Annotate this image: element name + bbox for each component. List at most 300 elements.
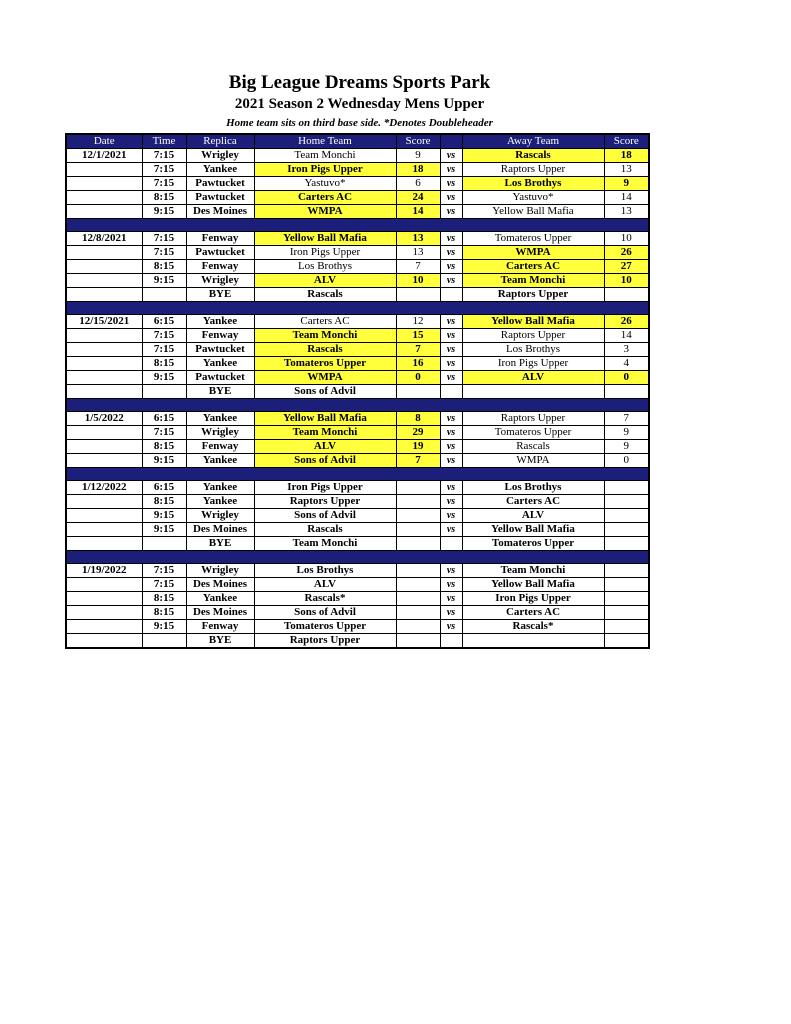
vs-cell: vs: [440, 205, 462, 219]
date-cell: [66, 385, 142, 399]
col-time: Time: [142, 134, 186, 149]
away-team-cell: [462, 385, 604, 399]
date-cell: [66, 509, 142, 523]
replica-cell: Fenway: [186, 232, 254, 246]
date-cell: [66, 191, 142, 205]
away-team-cell: Yastuvo*: [462, 191, 604, 205]
away-score-cell: [604, 481, 649, 495]
col-date: Date: [66, 134, 142, 149]
home-score-cell: [396, 592, 440, 606]
home-score-cell: 6: [396, 177, 440, 191]
home-team-cell: Raptors Upper: [254, 634, 396, 649]
date-cell: [66, 454, 142, 468]
separator-bar: [66, 399, 649, 412]
date-cell: [66, 177, 142, 191]
home-team-cell: Yellow Ball Mafia: [254, 232, 396, 246]
home-team-cell: Tomateros Upper: [254, 357, 396, 371]
replica-cell: BYE: [186, 634, 254, 649]
time-cell: 7:15: [142, 163, 186, 177]
table-row: [66, 481, 649, 495]
vs-cell: vs: [440, 246, 462, 260]
date-cell: 12/8/2021: [66, 232, 142, 246]
home-team-cell: WMPA: [254, 371, 396, 385]
table-row: [66, 537, 649, 551]
away-score-cell: 7: [604, 412, 649, 426]
date-cell: [66, 634, 142, 649]
date-cell: [66, 606, 142, 620]
vs-cell: vs: [440, 343, 462, 357]
col-away-score: Score: [604, 134, 649, 149]
away-team-cell: Iron Pigs Upper: [462, 357, 604, 371]
away-team-cell: Raptors Upper: [462, 412, 604, 426]
vs-cell: vs: [440, 495, 462, 509]
replica-cell: Wrigley: [186, 426, 254, 440]
home-score-cell: [396, 523, 440, 537]
table-row: [66, 329, 649, 343]
time-cell: 6:15: [142, 412, 186, 426]
away-team-cell: Raptors Upper: [462, 288, 604, 302]
week-separator: [66, 302, 649, 315]
vs-cell: vs: [440, 592, 462, 606]
col-vs: [440, 134, 462, 149]
away-score-cell: [604, 592, 649, 606]
date-cell: [66, 537, 142, 551]
time-cell: 9:15: [142, 454, 186, 468]
col-away-team: Away Team: [462, 134, 604, 149]
vs-cell: vs: [440, 163, 462, 177]
date-cell: [66, 620, 142, 634]
table-row: [66, 523, 649, 537]
home-team-cell: Rascals: [254, 288, 396, 302]
time-cell: 9:15: [142, 509, 186, 523]
time-cell: 9:15: [142, 371, 186, 385]
home-score-cell: 12: [396, 315, 440, 329]
vs-cell: vs: [440, 454, 462, 468]
home-team-cell: Yastuvo*: [254, 177, 396, 191]
date-cell: [66, 592, 142, 606]
away-score-cell: 27: [604, 260, 649, 274]
time-cell: 7:15: [142, 578, 186, 592]
time-cell: 6:15: [142, 315, 186, 329]
vs-cell: vs: [440, 606, 462, 620]
home-score-cell: 16: [396, 357, 440, 371]
home-score-cell: [396, 620, 440, 634]
time-cell: 7:15: [142, 232, 186, 246]
week-separator: [66, 399, 649, 412]
vs-cell: vs: [440, 232, 462, 246]
time-cell: 8:15: [142, 440, 186, 454]
table-row: [66, 274, 649, 288]
table-row: [66, 440, 649, 454]
away-score-cell: 9: [604, 440, 649, 454]
home-score-cell: 29: [396, 426, 440, 440]
vs-cell: vs: [440, 357, 462, 371]
away-team-cell: Iron Pigs Upper: [462, 592, 604, 606]
replica-cell: Yankee: [186, 163, 254, 177]
date-cell: [66, 578, 142, 592]
table-row: [66, 163, 649, 177]
date-cell: [66, 246, 142, 260]
separator-bar: [66, 468, 649, 481]
home-team-cell: Sons of Advil: [254, 385, 396, 399]
away-score-cell: 14: [604, 191, 649, 205]
separator-bar: [66, 302, 649, 315]
away-team-cell: Los Brothys: [462, 343, 604, 357]
replica-cell: Yankee: [186, 481, 254, 495]
date-cell: 1/12/2022: [66, 481, 142, 495]
away-score-cell: 13: [604, 163, 649, 177]
date-cell: [66, 426, 142, 440]
replica-cell: Des Moines: [186, 578, 254, 592]
away-score-cell: 10: [604, 274, 649, 288]
table-row: [66, 149, 649, 163]
time-cell: 8:15: [142, 606, 186, 620]
replica-cell: BYE: [186, 288, 254, 302]
home-score-cell: 13: [396, 232, 440, 246]
date-cell: [66, 260, 142, 274]
away-team-cell: WMPA: [462, 246, 604, 260]
away-score-cell: 26: [604, 315, 649, 329]
home-score-cell: [396, 634, 440, 649]
separator-bar: [66, 551, 649, 564]
away-score-cell: 26: [604, 246, 649, 260]
away-score-cell: 9: [604, 177, 649, 191]
time-cell: 9:15: [142, 620, 186, 634]
vs-cell: vs: [440, 523, 462, 537]
replica-cell: Wrigley: [186, 274, 254, 288]
time-cell: 8:15: [142, 495, 186, 509]
away-team-cell: Carters AC: [462, 260, 604, 274]
away-score-cell: 18: [604, 149, 649, 163]
date-cell: [66, 288, 142, 302]
home-score-cell: 18: [396, 163, 440, 177]
home-team-cell: Raptors Upper: [254, 495, 396, 509]
vs-cell: [440, 537, 462, 551]
away-score-cell: [604, 634, 649, 649]
time-cell: [142, 537, 186, 551]
vs-cell: vs: [440, 315, 462, 329]
table-row: [66, 634, 649, 649]
table-row: [66, 509, 649, 523]
week-separator: [66, 219, 649, 232]
time-cell: 9:15: [142, 523, 186, 537]
home-team-cell: Rascals: [254, 523, 396, 537]
home-team-cell: Sons of Advil: [254, 454, 396, 468]
home-team-cell: Carters AC: [254, 315, 396, 329]
replica-cell: BYE: [186, 385, 254, 399]
home-score-cell: 0: [396, 371, 440, 385]
home-team-cell: ALV: [254, 578, 396, 592]
away-score-cell: [604, 537, 649, 551]
table-row: [66, 371, 649, 385]
time-cell: 7:15: [142, 426, 186, 440]
home-score-cell: 24: [396, 191, 440, 205]
vs-cell: vs: [440, 578, 462, 592]
vs-cell: vs: [440, 191, 462, 205]
vs-cell: vs: [440, 177, 462, 191]
home-team-cell: Iron Pigs Upper: [254, 163, 396, 177]
date-cell: [66, 440, 142, 454]
table-row: [66, 578, 649, 592]
vs-cell: [440, 385, 462, 399]
time-cell: 7:15: [142, 246, 186, 260]
away-score-cell: [604, 523, 649, 537]
replica-cell: Yankee: [186, 315, 254, 329]
away-team-cell: Rascals*: [462, 620, 604, 634]
away-team-cell: ALV: [462, 509, 604, 523]
home-team-cell: Iron Pigs Upper: [254, 481, 396, 495]
replica-cell: Pawtucket: [186, 177, 254, 191]
home-team-cell: ALV: [254, 440, 396, 454]
page-title: Big League Dreams Sports Park: [228, 72, 491, 93]
away-team-cell: [462, 634, 604, 649]
vs-cell: vs: [440, 564, 462, 578]
replica-cell: Yankee: [186, 454, 254, 468]
away-team-cell: Raptors Upper: [462, 329, 604, 343]
table-header-row: [66, 134, 649, 149]
table-row: [66, 606, 649, 620]
time-cell: 9:15: [142, 205, 186, 219]
home-team-cell: Sons of Advil: [254, 606, 396, 620]
home-team-cell: Yellow Ball Mafia: [254, 412, 396, 426]
replica-cell: Yankee: [186, 495, 254, 509]
away-team-cell: ALV: [462, 371, 604, 385]
home-team-cell: Los Brothys: [254, 260, 396, 274]
replica-cell: Pawtucket: [186, 246, 254, 260]
home-score-cell: 13: [396, 246, 440, 260]
vs-cell: vs: [440, 329, 462, 343]
home-team-cell: Team Monchi: [254, 149, 396, 163]
away-team-cell: Yellow Ball Mafia: [462, 523, 604, 537]
time-cell: 7:15: [142, 329, 186, 343]
vs-cell: vs: [440, 274, 462, 288]
away-score-cell: [604, 385, 649, 399]
replica-cell: Des Moines: [186, 523, 254, 537]
table-row: [66, 385, 649, 399]
replica-cell: Pawtucket: [186, 371, 254, 385]
date-cell: 12/15/2021: [66, 315, 142, 329]
away-team-cell: Team Monchi: [462, 564, 604, 578]
col-replica: Replica: [186, 134, 254, 149]
away-score-cell: 3: [604, 343, 649, 357]
table-row: [66, 232, 649, 246]
away-score-cell: 10: [604, 232, 649, 246]
replica-cell: BYE: [186, 537, 254, 551]
away-score-cell: 9: [604, 426, 649, 440]
home-score-cell: 15: [396, 329, 440, 343]
away-score-cell: [604, 564, 649, 578]
away-team-cell: Rascals: [462, 149, 604, 163]
away-score-cell: 13: [604, 205, 649, 219]
home-score-cell: [396, 481, 440, 495]
home-score-cell: [396, 288, 440, 302]
table-row: [66, 260, 649, 274]
home-team-cell: Carters AC: [254, 191, 396, 205]
away-team-cell: Tomateros Upper: [462, 537, 604, 551]
schedule-body: [66, 149, 649, 649]
vs-cell: [440, 634, 462, 649]
home-score-cell: 10: [396, 274, 440, 288]
away-score-cell: [604, 288, 649, 302]
date-cell: [66, 495, 142, 509]
week-separator: [66, 551, 649, 564]
vs-cell: vs: [440, 426, 462, 440]
away-score-cell: [604, 509, 649, 523]
home-score-cell: 9: [396, 149, 440, 163]
time-cell: 7:15: [142, 564, 186, 578]
replica-cell: Yankee: [186, 412, 254, 426]
home-score-cell: [396, 537, 440, 551]
col-home-team: Home Team: [254, 134, 396, 149]
date-cell: 12/1/2021: [66, 149, 142, 163]
table-row: [66, 592, 649, 606]
away-score-cell: [604, 620, 649, 634]
date-cell: [66, 163, 142, 177]
home-score-cell: [396, 385, 440, 399]
page-subtitle: 2021 Season 2 Wednesday Mens Upper: [234, 96, 485, 112]
replica-cell: Yankee: [186, 357, 254, 371]
vs-cell: vs: [440, 509, 462, 523]
away-team-cell: Rascals: [462, 440, 604, 454]
time-cell: 6:15: [142, 481, 186, 495]
date-cell: [66, 329, 142, 343]
home-team-cell: Tomateros Upper: [254, 620, 396, 634]
replica-cell: Wrigley: [186, 149, 254, 163]
home-score-cell: [396, 606, 440, 620]
away-team-cell: Los Brothys: [462, 177, 604, 191]
time-cell: [142, 385, 186, 399]
away-score-cell: [604, 606, 649, 620]
home-team-cell: Team Monchi: [254, 329, 396, 343]
replica-cell: Fenway: [186, 440, 254, 454]
date-cell: [66, 205, 142, 219]
schedule-table: [65, 133, 650, 649]
time-cell: 8:15: [142, 260, 186, 274]
table-row: [66, 357, 649, 371]
home-team-cell: Team Monchi: [254, 426, 396, 440]
away-score-cell: 14: [604, 329, 649, 343]
time-cell: 9:15: [142, 274, 186, 288]
home-score-cell: [396, 578, 440, 592]
away-team-cell: Tomateros Upper: [462, 426, 604, 440]
schedule-note: Home team sits on third base side. *Denotes Doubleheader: [226, 117, 493, 129]
replica-cell: Des Moines: [186, 606, 254, 620]
col-home-score: Score: [396, 134, 440, 149]
away-score-cell: [604, 495, 649, 509]
table-row: [66, 191, 649, 205]
table-row: [66, 246, 649, 260]
date-cell: [66, 357, 142, 371]
table-row: [66, 495, 649, 509]
replica-cell: Fenway: [186, 260, 254, 274]
date-cell: 1/19/2022: [66, 564, 142, 578]
vs-cell: vs: [440, 620, 462, 634]
away-team-cell: Los Brothys: [462, 481, 604, 495]
home-team-cell: Iron Pigs Upper: [254, 246, 396, 260]
home-team-cell: ALV: [254, 274, 396, 288]
away-team-cell: Carters AC: [462, 495, 604, 509]
away-team-cell: WMPA: [462, 454, 604, 468]
time-cell: [142, 634, 186, 649]
home-team-cell: Sons of Advil: [254, 509, 396, 523]
table-row: [66, 205, 649, 219]
away-score-cell: 0: [604, 371, 649, 385]
away-team-cell: Team Monchi: [462, 274, 604, 288]
home-team-cell: WMPA: [254, 205, 396, 219]
away-team-cell: Carters AC: [462, 606, 604, 620]
home-team-cell: Team Monchi: [254, 537, 396, 551]
table-row: [66, 426, 649, 440]
replica-cell: Des Moines: [186, 205, 254, 219]
time-cell: 7:15: [142, 149, 186, 163]
time-cell: 8:15: [142, 592, 186, 606]
away-team-cell: Tomateros Upper: [462, 232, 604, 246]
home-team-cell: Rascals*: [254, 592, 396, 606]
away-team-cell: Raptors Upper: [462, 163, 604, 177]
table-row: [66, 412, 649, 426]
home-score-cell: 7: [396, 454, 440, 468]
vs-cell: vs: [440, 412, 462, 426]
home-team-cell: Rascals: [254, 343, 396, 357]
home-score-cell: 7: [396, 260, 440, 274]
time-cell: 7:15: [142, 343, 186, 357]
separator-bar: [66, 219, 649, 232]
vs-cell: vs: [440, 481, 462, 495]
replica-cell: Pawtucket: [186, 191, 254, 205]
vs-cell: vs: [440, 371, 462, 385]
time-cell: 7:15: [142, 177, 186, 191]
date-cell: [66, 523, 142, 537]
table-row: [66, 564, 649, 578]
replica-cell: Yankee: [186, 592, 254, 606]
home-score-cell: 14: [396, 205, 440, 219]
replica-cell: Wrigley: [186, 509, 254, 523]
vs-cell: vs: [440, 260, 462, 274]
away-score-cell: [604, 578, 649, 592]
away-team-cell: Yellow Ball Mafia: [462, 578, 604, 592]
home-score-cell: [396, 495, 440, 509]
time-cell: [142, 288, 186, 302]
week-separator: [66, 468, 649, 481]
date-cell: [66, 274, 142, 288]
home-score-cell: [396, 509, 440, 523]
away-team-cell: Yellow Ball Mafia: [462, 315, 604, 329]
away-score-cell: 4: [604, 357, 649, 371]
away-team-cell: Yellow Ball Mafia: [462, 205, 604, 219]
table-row: [66, 343, 649, 357]
time-cell: 8:15: [142, 357, 186, 371]
vs-cell: vs: [440, 149, 462, 163]
table-row: [66, 315, 649, 329]
time-cell: 8:15: [142, 191, 186, 205]
table-row: [66, 177, 649, 191]
replica-cell: Fenway: [186, 620, 254, 634]
vs-cell: vs: [440, 440, 462, 454]
table-row: [66, 454, 649, 468]
replica-cell: Pawtucket: [186, 343, 254, 357]
away-score-cell: 0: [604, 454, 649, 468]
date-cell: [66, 343, 142, 357]
date-cell: [66, 371, 142, 385]
home-score-cell: 8: [396, 412, 440, 426]
table-row: [66, 288, 649, 302]
replica-cell: Wrigley: [186, 564, 254, 578]
date-cell: 1/5/2022: [66, 412, 142, 426]
vs-cell: [440, 288, 462, 302]
table-row: [66, 620, 649, 634]
replica-cell: Fenway: [186, 329, 254, 343]
home-team-cell: Los Brothys: [254, 564, 396, 578]
